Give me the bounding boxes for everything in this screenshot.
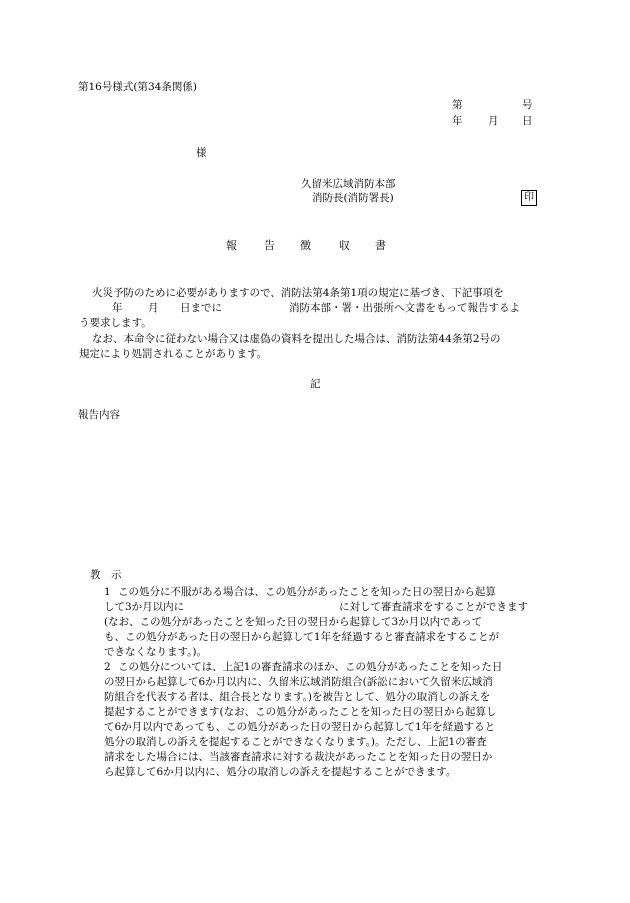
notice-item1-line: に対して審査請求をすることができます <box>339 601 528 613</box>
notice-item1-number: 1 <box>104 586 111 598</box>
issuer-org: 久留米広域消防本部 <box>301 178 396 190</box>
title-char: 収 <box>339 239 350 252</box>
body-p2-line1: なお、本命令に従わない場合又は虚偽の資料を提出した場合は、消防法第44条第2号の <box>92 333 501 345</box>
notice-item2-line: の翌日から起算して6か月以内に、久留米広域消防組合(訴訟において久留米広域消 <box>104 676 493 688</box>
date-day: 日 <box>522 115 533 127</box>
title-char: 報 <box>226 239 237 252</box>
notice-item2-line: 処分の取消しの訴えを提起することができなくなります。)。ただし、上記1の審査 <box>104 736 487 748</box>
body-p1-until: 日までに <box>180 302 222 314</box>
date-year: 年 <box>452 115 463 127</box>
notice-item1-line: (なお、この処分があったことを知った日の翌日から起算して3か月以内であって <box>104 616 483 628</box>
document-title <box>226 240 386 251</box>
issuer-title: 消防長(消防署長) <box>312 192 394 204</box>
title-char: 徴 <box>300 239 311 252</box>
notice-item1-line: できなくなります。)。 <box>104 646 208 658</box>
notice-item2-number: 2 <box>104 661 111 673</box>
notice-heading: 教 示 <box>90 569 122 581</box>
notice-item2-line: て6か月以内であっても、この処分があった日の翌日から起算して1年を経過すると <box>104 721 496 733</box>
title-char: 告 <box>264 239 275 252</box>
body-p1-line1: 火災予防のために必要がありますので、消防法第4条第1項の規定に基づき、下記事項を <box>92 287 504 299</box>
ki-marker: 記 <box>310 378 321 390</box>
body-p1-year: 年 <box>112 302 123 314</box>
notice-item2-line: 提起することができます(なお、この処分があったことを知った日の翌日から起算し <box>104 706 497 718</box>
body-p1-line2: 消防本部・署・出張所へ文書をもって報告するよ <box>289 302 520 314</box>
form-number: 第16号様式(第34条関係) <box>78 81 197 93</box>
notice-item1-line: この処分に不服がある場合は、この処分があったことを知った日の翌日から起算 <box>118 586 496 598</box>
title-char: 書 <box>375 239 386 252</box>
doc-number-suffix: 号 <box>522 99 533 111</box>
addressee-suffix: 様 <box>196 147 207 159</box>
body-p1-month: 月 <box>148 302 159 314</box>
notice-item2-line: 防組合を代表する者は、組合長となります。)を被告として、処分の取消しの訴えを <box>104 691 491 703</box>
notice-item2-line: 請求をした場合には、当該審査請求に対する裁決があったことを知った日の翌日か <box>104 751 493 763</box>
notice-item1-line: して3か月以内に <box>104 601 185 613</box>
notice-item2-line: ら起算して6か月以内に、処分の取消しの訴えを提起することができます。 <box>104 766 457 778</box>
report-content-label: 報告内容 <box>78 409 120 421</box>
doc-number-prefix: 第 <box>452 99 463 111</box>
body-p1-line3: う要求します。 <box>79 317 152 329</box>
notice-item1-line: も、この処分があった日の翌日から起算して1年を経過すると審査請求をすることが <box>104 631 500 643</box>
date-month: 月 <box>488 115 499 127</box>
notice-item2-line: この処分については、上記1の審査請求のほか、この処分があったことを知った日 <box>118 661 503 673</box>
seal-box: 印 <box>521 190 537 206</box>
body-p2-line2: 規定により処罰されることがあります。 <box>79 348 268 360</box>
